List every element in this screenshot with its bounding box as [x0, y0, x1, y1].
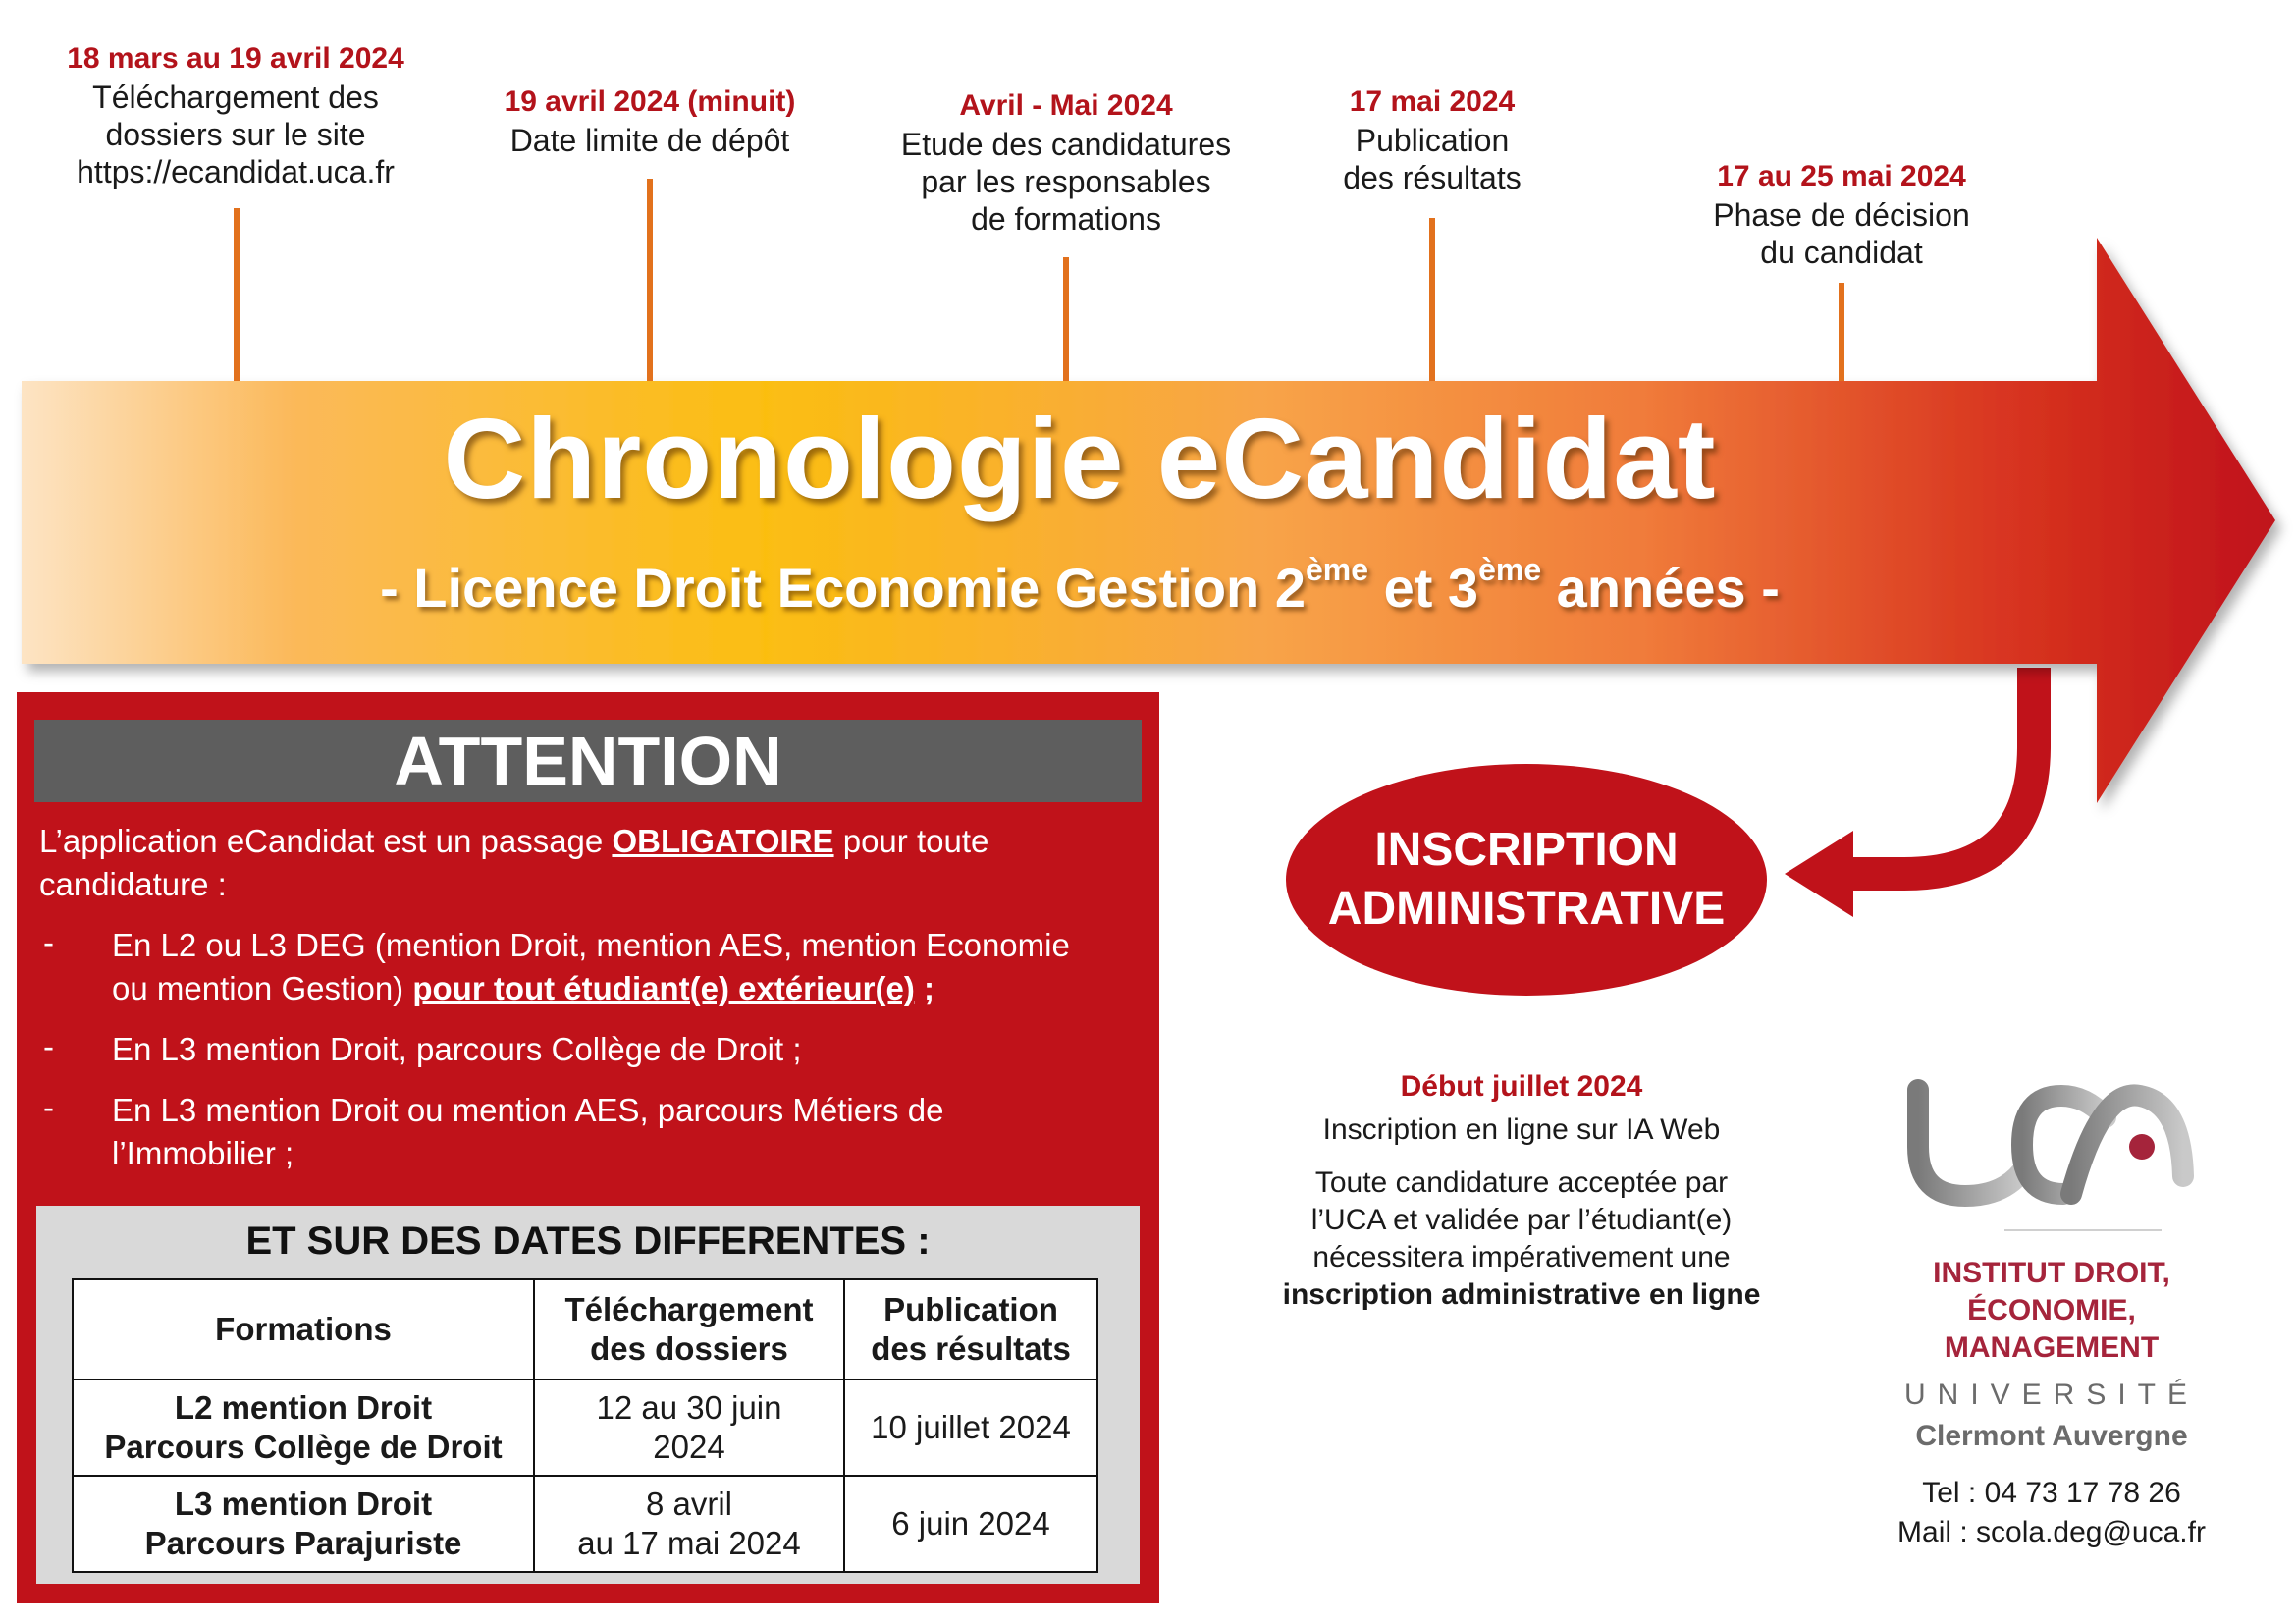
- intro-text: candidature :: [39, 866, 227, 902]
- milestone-desc: Publication des résultats: [1343, 123, 1522, 195]
- milestone-desc: Téléchargement des dossiers sur le site https://ecandidat.uca.fr: [77, 80, 395, 189]
- banner-sub-part: et 3: [1368, 557, 1479, 619]
- banner-title: Chronologie eCandidat: [443, 395, 1717, 522]
- obligatoire-text: OBLIGATOIRE: [612, 823, 834, 859]
- institute-line: MANAGEMENT: [1944, 1331, 2160, 1364]
- inscription-ellipse: [1286, 764, 1767, 996]
- bullet-2: En L3 mention Droit, parcours Collège de Droit ;: [112, 1031, 802, 1067]
- bullet-3: [112, 1089, 1152, 1175]
- institute-name: [1865, 1255, 2238, 1367]
- institute-line: ÉCONOMIE,: [1967, 1294, 2136, 1326]
- connector-curve: [1836, 668, 2034, 874]
- connector-arrowhead: [1785, 831, 1853, 917]
- milestone-desc: Phase de décision du candidat: [1713, 197, 1970, 270]
- banner-sub-part: années -: [1541, 557, 1780, 619]
- intro-text: L’application eCandidat est un passage: [39, 823, 613, 859]
- banner-subtitle: [0, 552, 2160, 620]
- banner-sup: ème: [1305, 552, 1369, 587]
- dates-table: [72, 1278, 1098, 1573]
- bullet-dash: -: [43, 1028, 54, 1064]
- inscription-desc: Inscription en ligne sur IA Web: [1322, 1113, 1721, 1146]
- table-cell: 6 juin 2024: [844, 1476, 1097, 1572]
- table-header: Publication des résultats: [844, 1279, 1097, 1380]
- milestone-date: 17 au 25 mai 2024: [1717, 160, 1966, 192]
- banner-sup: ème: [1478, 552, 1542, 587]
- milestone-date: Avril - Mai 2024: [959, 89, 1173, 122]
- exterior-student-text: pour tout étudiant(e) extérieur(e): [412, 970, 915, 1006]
- milestone-date: 19 avril 2024 (minuit): [504, 85, 796, 118]
- bullet-text: En L3 mention Droit ou mention AES, parcours Métiers de: [112, 1092, 944, 1128]
- milestone-tick-2: [647, 179, 653, 381]
- milestone-3: [870, 86, 1262, 238]
- table-row: [73, 1380, 1097, 1476]
- milestone-4: [1285, 82, 1579, 196]
- milestone-date: 17 mai 2024: [1349, 85, 1516, 118]
- table-header: Formations: [73, 1279, 534, 1380]
- milestone-desc: Date limite de dépôt: [509, 123, 790, 158]
- table-cell: 8 avril au 17 mai 2024: [534, 1476, 844, 1572]
- inscription-note: [1247, 1164, 1796, 1314]
- bullet-text: ;: [914, 970, 935, 1006]
- uca-logo-icon: [1895, 1078, 2209, 1225]
- note-line: l’UCA et validée par l’étudiant(e): [1310, 1204, 1733, 1236]
- attention-panel: [17, 692, 1159, 1603]
- milestone-2: [454, 82, 846, 159]
- intro-text: pour toute: [833, 823, 989, 859]
- milestone-tick-5: [1839, 283, 1844, 381]
- logo-divider: [2004, 1229, 2162, 1231]
- table-header-row: [73, 1279, 1097, 1380]
- milestone-tick-4: [1429, 218, 1435, 381]
- inscription-line1: INSCRIPTION: [1374, 824, 1679, 876]
- table-header: Téléchargement des dossiers: [534, 1279, 844, 1380]
- bullet-dash: -: [43, 924, 54, 960]
- institute-line: INSTITUT DROIT,: [1933, 1257, 2170, 1289]
- table-row: [73, 1476, 1097, 1572]
- milestone-desc: Etude des candidatures par les responsables de formations: [900, 127, 1232, 237]
- milestone-1: [39, 39, 432, 190]
- bullet-text: En L2 ou L3 DEG (mention Droit, mention AES, mention Economie: [112, 927, 1070, 963]
- university-label: UNIVERSITÉ: [1903, 1379, 2200, 1411]
- table-cell: 12 au 30 juin 2024: [534, 1380, 844, 1476]
- contact-mail: Mail : scola.deg@uca.fr: [1897, 1516, 2206, 1548]
- note-line: inscription administrative en ligne: [1282, 1278, 1761, 1311]
- university-name: Clermont Auvergne: [1915, 1420, 2188, 1452]
- attention-intro: [39, 820, 1148, 906]
- milestone-tick-3: [1063, 257, 1069, 381]
- table-cell: L3 mention Droit Parcours Parajuriste: [73, 1476, 534, 1572]
- note-line: nécessitera impérativement une: [1312, 1241, 1731, 1273]
- milestone-tick-1: [234, 208, 240, 381]
- inscription-line2: ADMINISTRATIVE: [1327, 883, 1726, 935]
- bullet-text: ou mention Gestion): [112, 970, 413, 1006]
- bullet-dash: -: [43, 1089, 54, 1125]
- contact-tel: Tel : 04 73 17 78 26: [1922, 1477, 2181, 1509]
- inscription-date: Début juillet 2024: [1400, 1070, 1643, 1103]
- milestone-date: 18 mars au 19 avril 2024: [67, 42, 404, 75]
- bullet-text: l’Immobilier ;: [112, 1135, 294, 1171]
- banner-sub-part: - Licence Droit Economie Gestion 2: [380, 557, 1306, 619]
- milestone-5: [1645, 157, 2038, 271]
- dates-box: [36, 1206, 1140, 1584]
- table-cell: L2 mention Droit Parcours Collège de Droit: [73, 1380, 534, 1476]
- attention-header: ATTENTION: [34, 720, 1142, 802]
- table-cell: 10 juillet 2024: [844, 1380, 1097, 1476]
- note-line: Toute candidature acceptée par: [1314, 1166, 1729, 1199]
- bullet-1: [112, 924, 1152, 1010]
- dates-title: ET SUR DES DATES DIFFERENTES :: [245, 1219, 931, 1263]
